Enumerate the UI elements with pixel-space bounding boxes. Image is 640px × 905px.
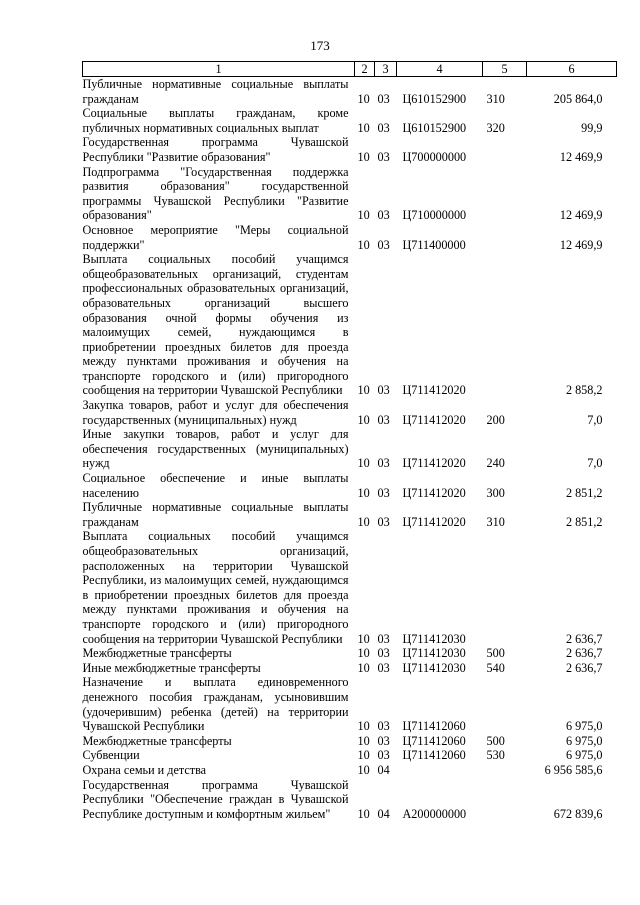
table-row — [83, 165, 617, 223]
row-target-item-cell: Ц610152900 — [402, 91, 467, 106]
row-name-cell: Публичные нормативные социальные выплаты гражданам — [82, 500, 349, 529]
row-amount-cell: 2 851,2 — [565, 485, 603, 500]
row-section-cell: 10 — [357, 646, 370, 661]
table-row — [83, 646, 617, 661]
row-target-item-cell: Ц711412020 — [402, 485, 466, 500]
row-target-item-cell: Ц711412020 — [402, 456, 466, 471]
row-amount-cell: 6 975,0 — [565, 748, 603, 763]
row-expense-type-cell: 310 — [486, 91, 505, 106]
row-amount-cell: 6 956 585,6 — [544, 762, 603, 777]
table-row — [83, 471, 617, 500]
table-row — [83, 748, 617, 763]
table-row — [83, 763, 617, 778]
row-expense-type-cell: 500 — [486, 733, 505, 748]
row-subsection-cell: 03 — [377, 149, 390, 164]
row-subsection-cell: 03 — [377, 733, 390, 748]
row-name-cell: Выплата социальных пособий учащимся общеобразовательных организаций, студентам профессиональных образовательных организаций, образовательных организаций высшего образования очной формы обучения из малоимущих семей, нуждающимся в приобретении проездных билетов для проезда между пунктами проживания и обучения на транспорте городского и (или) пригородного сообщения на территории Чувашской Республики — [82, 252, 349, 398]
table-row — [83, 427, 617, 471]
row-subsection-cell: 03 — [377, 383, 390, 398]
table-row — [83, 529, 617, 646]
row-section-cell: 10 — [357, 733, 370, 748]
row-subsection-cell: 03 — [377, 412, 390, 427]
row-amount-cell: 6 975,0 — [565, 733, 603, 748]
row-target-item-cell: Ц710000000 — [402, 208, 467, 223]
row-expense-type-cell — [483, 763, 527, 778]
row-expense-type-cell — [483, 135, 527, 164]
table-header-row — [83, 62, 617, 77]
row-expense-type-cell — [483, 223, 527, 252]
row-target-item-cell: Ц711412030 — [402, 646, 466, 661]
table-row — [83, 661, 617, 676]
table-row — [83, 77, 617, 107]
row-expense-type-cell: 200 — [486, 412, 505, 427]
row-section-cell: 10 — [357, 237, 370, 252]
budget-table — [82, 61, 617, 821]
row-amount-cell: 12 469,9 — [559, 237, 603, 252]
row-amount-cell: 12 469,9 — [559, 149, 603, 164]
row-name-cell: Публичные нормативные социальные выплаты гражданам — [82, 77, 349, 106]
row-amount-cell: 2 851,2 — [565, 514, 603, 529]
row-target-item-cell: Ц711412020 — [402, 412, 466, 427]
row-expense-type-cell: 240 — [486, 456, 505, 471]
row-subsection-cell: 03 — [377, 91, 390, 106]
row-section-cell: 10 — [357, 120, 370, 135]
row-subsection-cell: 03 — [377, 646, 390, 661]
row-subsection-cell: 03 — [377, 514, 390, 529]
row-name-cell: Выплата социальных пособий учащимся общеобразовательных организаций, расположенных на территории Чувашской Республики, из малоимущих семей, нуждающимся в приобретении проездных билетов для проезда между пунктами проживания и обучения на транспорте городского и (или) пригородного сообщения на территории Чувашской Республики — [82, 529, 349, 646]
row-expense-type-cell: 300 — [486, 485, 505, 500]
row-target-item-cell: Ц711412060 — [402, 733, 466, 748]
table-row — [83, 252, 617, 398]
row-section-cell: 10 — [357, 762, 370, 777]
row-amount-cell: 672 839,6 — [553, 806, 603, 821]
row-expense-type-cell: 310 — [486, 514, 505, 529]
table-body — [83, 77, 617, 822]
row-expense-type-cell: 540 — [486, 660, 505, 675]
row-section-cell: 10 — [357, 514, 370, 529]
row-target-item-cell: Ц711412030 — [402, 631, 466, 646]
row-expense-type-cell: 500 — [486, 646, 505, 661]
row-expense-type-cell — [483, 165, 527, 223]
row-name-cell: Иные закупки товаров, работ и услуг для обеспечения государственных (муниципальных) нужд — [82, 427, 349, 471]
table-row — [83, 135, 617, 164]
row-section-cell: 10 — [357, 149, 370, 164]
row-section-cell: 10 — [357, 91, 370, 106]
row-name-cell: Государственная программа Чувашской Республики "Обеспечение граждан в Чувашской Республике доступным и комфортным жильем" — [82, 777, 349, 821]
row-name-cell: Основное мероприятие "Меры социальной поддержки" — [82, 222, 349, 252]
row-target-item-cell: Ц711412030 — [402, 660, 466, 675]
row-amount-cell: 205 864,0 — [553, 91, 603, 106]
row-section-cell: 10 — [357, 806, 370, 821]
row-amount-cell: 99,9 — [581, 120, 603, 135]
table-row — [83, 675, 617, 733]
row-subsection-cell: 03 — [377, 120, 390, 135]
row-name-cell: Межбюджетные трансферты — [82, 733, 232, 748]
row-expense-type-cell: 320 — [486, 120, 505, 135]
row-subsection-cell: 04 — [377, 806, 390, 821]
row-name-cell: Социальные выплаты гражданам, кроме публичных нормативных социальных выплат — [82, 106, 349, 135]
row-section-cell: 10 — [357, 383, 370, 398]
row-section-cell: 10 — [357, 748, 370, 763]
row-amount-cell: 7,0 — [587, 412, 603, 427]
row-section-cell: 10 — [357, 719, 370, 734]
row-subsection-cell: 03 — [377, 208, 390, 223]
row-name-cell: Назначение и выплата единовременного денежного пособия гражданам, усыновившим (удочерившим) ребенка (детей) на территории Чувашской Республики — [82, 675, 349, 734]
row-amount-cell: 7,0 — [587, 456, 603, 471]
row-target-item-cell: Ц711400000 — [402, 237, 466, 252]
row-name-cell: Социальное обеспечение и иные выплаты населению — [82, 471, 349, 500]
table-row — [83, 398, 617, 427]
page-number: 173 — [310, 38, 330, 53]
column-header-amount: 6 — [527, 62, 617, 77]
column-header-section: 2 — [355, 62, 375, 77]
row-amount-cell: 2 636,7 — [565, 646, 603, 661]
row-subsection-cell: 03 — [377, 719, 390, 734]
table-row — [83, 778, 617, 822]
row-subsection-cell: 03 — [377, 237, 390, 252]
row-section-cell: 10 — [357, 208, 370, 223]
table-row — [83, 500, 617, 529]
row-target-item-cell — [397, 763, 483, 778]
row-section-cell: 10 — [357, 456, 370, 471]
table-row — [83, 223, 617, 252]
row-section-cell: 10 — [357, 631, 370, 646]
row-target-item-cell: Ц711412020 — [402, 383, 466, 398]
row-expense-type-cell — [483, 675, 527, 733]
row-name-cell: Межбюджетные трансферты — [82, 646, 232, 661]
table-row — [83, 106, 617, 135]
column-header-target-item: 4 — [397, 62, 483, 77]
row-target-item-cell: Ц610152900 — [402, 120, 467, 135]
column-header-name: 1 — [83, 62, 355, 77]
row-subsection-cell: 03 — [377, 660, 390, 675]
row-name-cell: Закупка товаров, работ и услуг для обеспечения государственных (муниципальных) нужд — [82, 398, 349, 427]
row-target-item-cell: Ц711412060 — [402, 719, 466, 734]
row-section-cell: 10 — [357, 485, 370, 500]
row-amount-cell: 6 975,0 — [565, 719, 603, 734]
table-row — [83, 734, 617, 749]
row-name-cell: Субвенции — [82, 748, 140, 763]
row-expense-type-cell: 530 — [486, 748, 505, 763]
row-target-item-cell: Ц711412020 — [402, 514, 466, 529]
column-header-subsection: 3 — [375, 62, 397, 77]
row-subsection-cell: 03 — [377, 485, 390, 500]
row-name-cell: Государственная программа Чувашской Республики "Развитие образования" — [82, 135, 349, 164]
row-subsection-cell: 03 — [377, 748, 390, 763]
column-header-expense-type: 5 — [483, 62, 527, 77]
row-subsection-cell: 03 — [377, 456, 390, 471]
row-target-item-cell: А200000000 — [402, 806, 467, 821]
row-name-cell: Подпрограмма "Государственная поддержка развития образования" государственной программы Чувашской Республики "Развитие образования" — [82, 164, 349, 223]
row-expense-type-cell — [483, 252, 527, 398]
row-section-cell: 10 — [357, 660, 370, 675]
row-amount-cell: 2 858,2 — [565, 383, 603, 398]
row-amount-cell: 12 469,9 — [559, 208, 603, 223]
row-expense-type-cell — [483, 778, 527, 822]
row-expense-type-cell — [483, 529, 527, 646]
row-subsection-cell: 03 — [377, 631, 390, 646]
row-subsection-cell: 04 — [377, 762, 390, 777]
row-target-item-cell: Ц700000000 — [402, 149, 467, 164]
row-name-cell: Иные межбюджетные трансферты — [82, 660, 261, 675]
row-amount-cell: 2 636,7 — [565, 660, 603, 675]
row-section-cell: 10 — [357, 412, 370, 427]
row-amount-cell: 2 636,7 — [565, 631, 603, 646]
row-name-cell: Охрана семьи и детства — [82, 762, 207, 777]
row-target-item-cell: Ц711412060 — [402, 748, 466, 763]
